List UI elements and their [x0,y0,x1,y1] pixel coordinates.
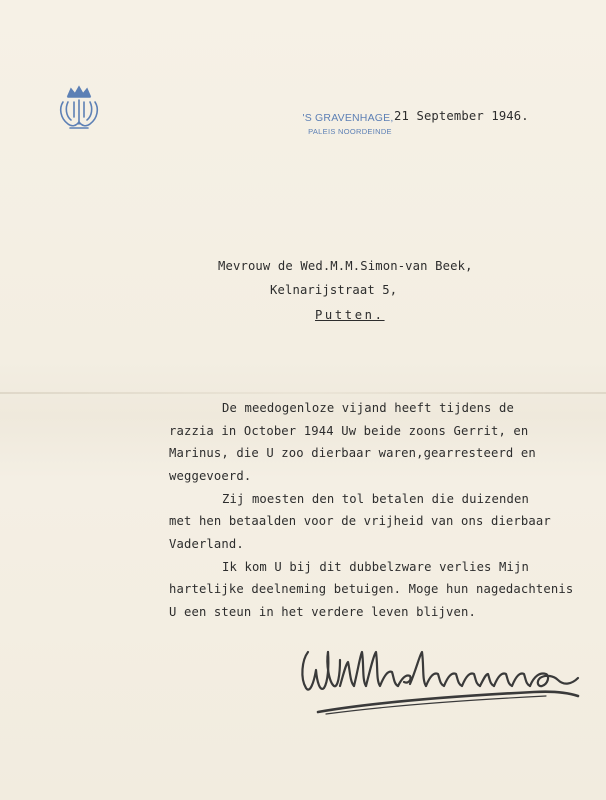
body-line: U een steun in het verdere leven blijven. [169,605,476,619]
body-line: razzia in October 1944 Uw beide zoons Gerrit, en [169,424,529,438]
letterhead-palace: PALEIS NOORDEINDE [308,127,392,136]
letter-date: 21 September 1946. [394,109,529,123]
body-line: Marinus, die U zoo dierbaar waren,gearresteerd en [169,446,536,460]
body-line: Vaderland. [169,537,244,551]
body-line: De meedogenloze vijand heeft tijdens de [222,401,515,415]
handwritten-signature [296,630,594,720]
recipient-town: Putten. [315,308,385,322]
letterhead-city: 'S GRAVENHAGE, [302,112,394,124]
recipient-name: Mevrouw de Wed.M.M.Simon-van Beek, [218,259,473,273]
body-line: Ik kom U bij dit dubbelzware verlies Mijn [222,560,529,574]
recipient-street: Kelnarijstraat 5, [270,283,398,297]
body-line: Zij moesten den tol betalen die duizenden [222,492,529,506]
royal-monogram-crest-icon [56,84,102,132]
body-line: met hen betaalden voor de vrijheid van ons dierbaar [169,514,551,528]
paper-fold-line [0,392,606,394]
body-line: hartelijke deelneming betuigen. Moge hun nagedachtenis [169,582,574,596]
body-line: weggevoerd. [169,469,252,483]
